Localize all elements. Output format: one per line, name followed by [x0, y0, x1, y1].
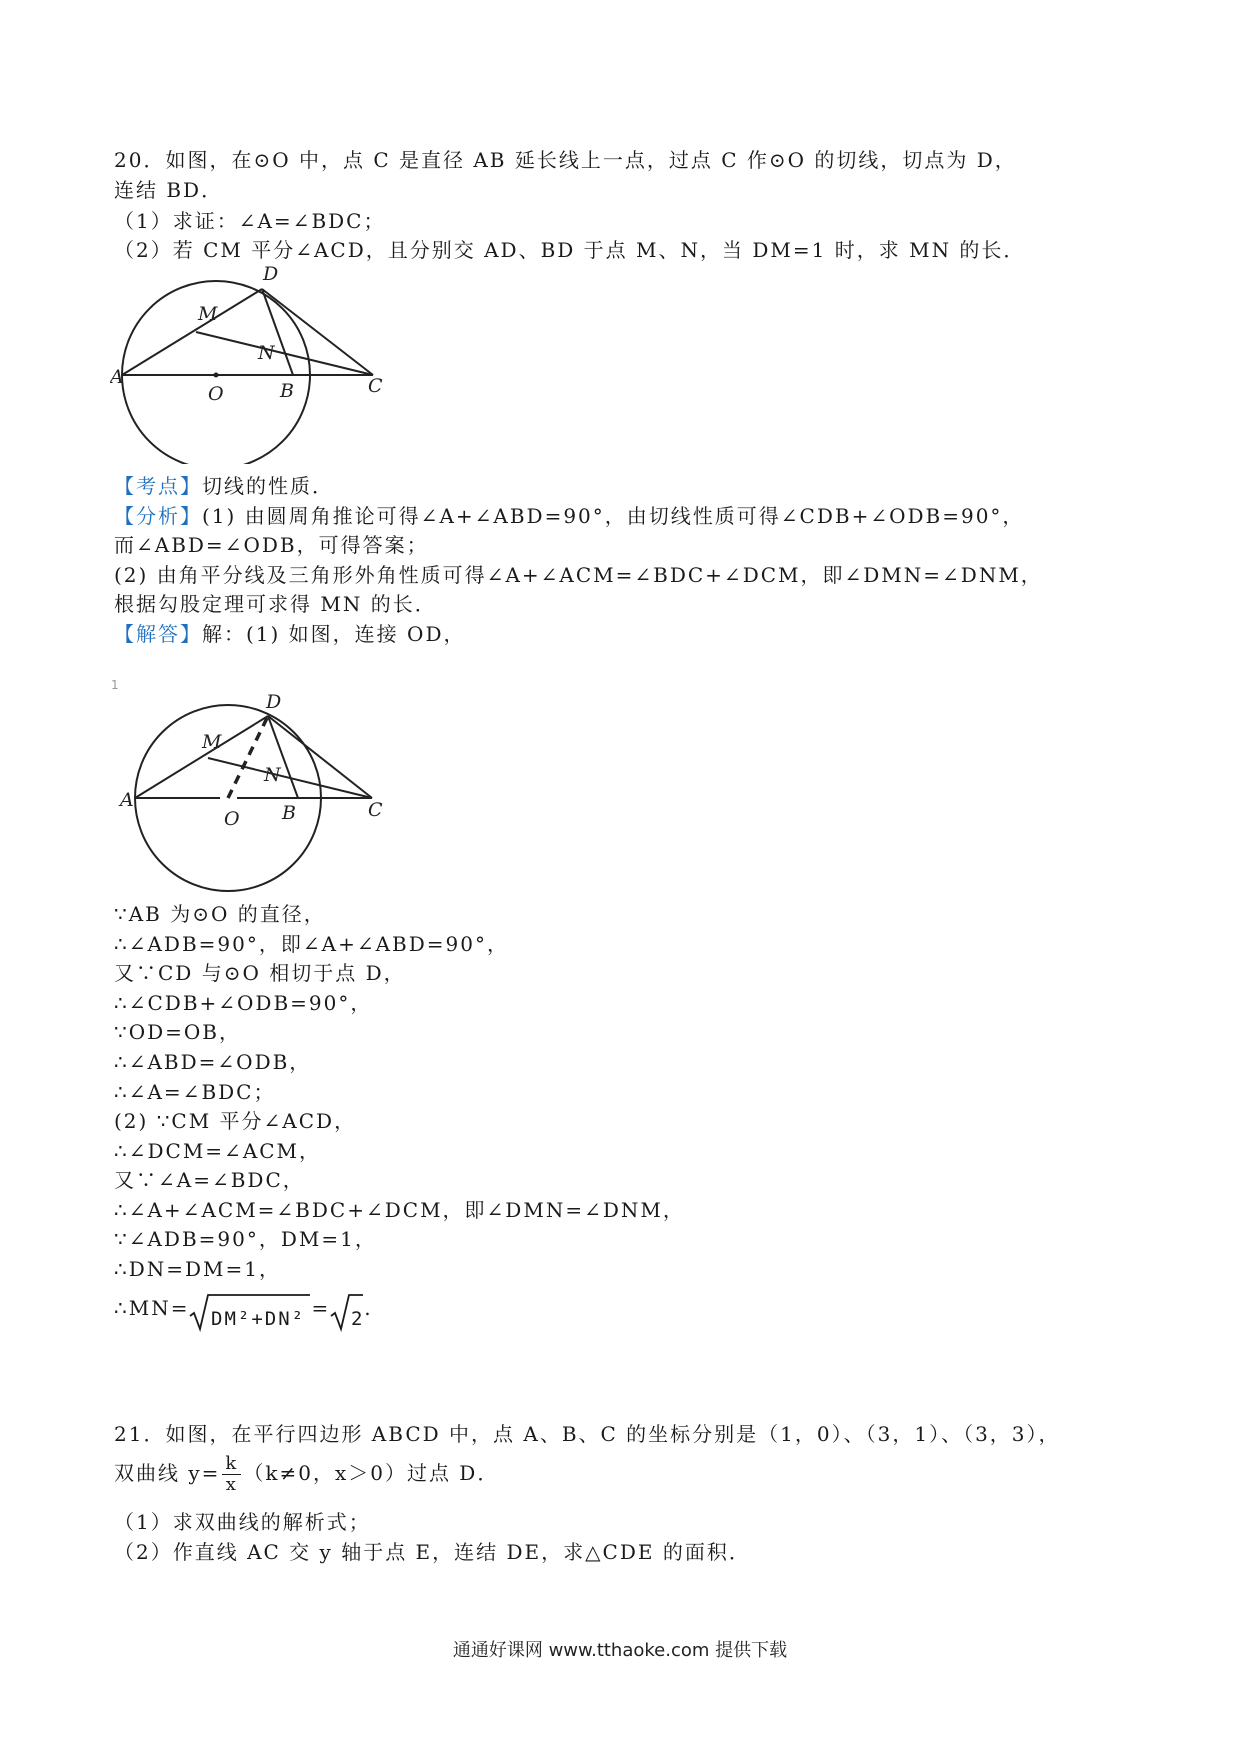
page-footer: 通通好课网 www.tthaoke.com 提供下载 [452, 1640, 788, 1661]
q21-stem-suffix: （k≠0，x＞0）过点 D． [243, 1461, 500, 1485]
q20-stem-line1: 20．如图，在⊙O 中，点 C 是直径 AB 延长线上一点，过点 C 作⊙O 的切线，切点为 D， [114, 148, 1017, 172]
fenxi-line3: (2) 由角平分线及三角形外角性质可得∠A+∠ACM=∠BDC+∠DCM，即∠DMN=∠DNM， [114, 563, 1043, 587]
final-prefix: ∴MN= [114, 1296, 190, 1320]
q21-part2: （2）作直线 AC 交 y 轴于点 E，连结 DE，求△CDE 的面积． [114, 1540, 751, 1564]
solution-line: ∵AB 为⊙O 的直径， [114, 902, 326, 926]
sqrt-expression [189, 1286, 311, 1334]
fig1-label-o: O [208, 383, 224, 405]
q21-part1: （1）求双曲线的解析式； [114, 1510, 371, 1534]
fig2-label-b: B [282, 802, 296, 824]
fig1-label-n: N [258, 342, 275, 364]
fig2-label-n: N [264, 764, 281, 786]
fenxi-line1 [114, 502, 1024, 530]
fig1-label-m: M [198, 303, 218, 325]
solution-line: ∴∠DCM=∠ACM， [114, 1139, 322, 1163]
final-result: 2 [351, 1308, 365, 1330]
solution-line: (2) ∵CM 平分∠ACD， [114, 1109, 357, 1133]
q21-stem-line1: 21．如图，在平行四边形 ABCD 中，点 A、B、C 的坐标分别是（1，0）、（3，1）、（3，3）， [114, 1422, 1061, 1446]
fenxi-line4: 根据勾股定理可求得 MN 的长． [114, 592, 437, 616]
q21-stem-line2 [114, 1450, 499, 1496]
final-eq: = [311, 1296, 331, 1320]
fenxi-tag: 【分析】 [114, 504, 202, 528]
solution-line: ∴DN=DM=1， [114, 1257, 282, 1281]
solution-line: 又∵∠A=∠BDC， [114, 1168, 305, 1192]
final-period: . [364, 1296, 373, 1320]
solution-line: ∴∠ABD=∠ODB， [114, 1050, 312, 1074]
q20-figure-2 [112, 688, 412, 893]
frac-numerator: k [222, 1454, 241, 1475]
fig2-label-a: A [120, 789, 134, 811]
fig2-label-m: M [202, 731, 222, 753]
kaodian-tag: 【考点】 [114, 474, 202, 498]
jieda-tag: 【解答】 [114, 622, 202, 646]
fig1-label-a: A [110, 366, 124, 388]
fraction-k-over-x [222, 1454, 241, 1495]
jieda-line [114, 620, 465, 648]
fig2-label-o: O [224, 808, 240, 830]
figure2-mark: 1 [111, 678, 119, 692]
q20-part1: （1）求证：∠A=∠BDC； [114, 209, 386, 233]
kaodian-line [114, 472, 334, 500]
fig1-label-d: D [263, 263, 279, 285]
q20-stem-line2: 连结 BD． [114, 178, 224, 202]
solution-line: 又∵CD 与⊙O 相切于点 D， [114, 961, 406, 985]
final-radicand: DM²+DN² [211, 1308, 306, 1330]
final-answer [114, 1284, 373, 1332]
solution-line: ∵OD=OB， [114, 1020, 242, 1044]
solution-line: ∴∠CDB+∠ODB=90°， [114, 991, 373, 1015]
frac-denominator: x [225, 1474, 238, 1495]
solution-line: ∵∠ADB=90°，DM=1， [114, 1227, 377, 1251]
fig2-label-c: C [368, 799, 383, 821]
fig1-label-c: C [368, 375, 383, 397]
kaodian-text: 切线的性质． [202, 474, 334, 498]
solution-line: ∴∠ADB=90°，即∠A+∠ABD=90°， [114, 932, 509, 956]
fenxi-text1: (1) 由圆周角推论可得∠A+∠ABD=90°，由切线性质可得∠CDB+∠ODB=90°， [202, 504, 1025, 528]
q20-part2: （2）若 CM 平分∠ACD，且分别交 AD、BD 于点 M、N，当 DM=1 时，求 MN 的长． [114, 238, 1026, 262]
q20-figure-1 [110, 262, 400, 464]
fenxi-line2: 而∠ABD=∠ODB，可得答案； [114, 533, 429, 557]
solution-line: ∴∠A=∠BDC； [114, 1080, 276, 1104]
q21-stem-prefix: 双曲线 y= [114, 1461, 221, 1485]
fig1-label-b: B [280, 380, 294, 402]
sqrt-result [330, 1286, 364, 1334]
fig2-label-d: D [266, 691, 282, 713]
solution-line: ∴∠A+∠ACM=∠BDC+∠DCM，即∠DMN=∠DNM， [114, 1198, 685, 1222]
jieda-text: 解：(1) 如图，连接 OD， [202, 622, 466, 646]
